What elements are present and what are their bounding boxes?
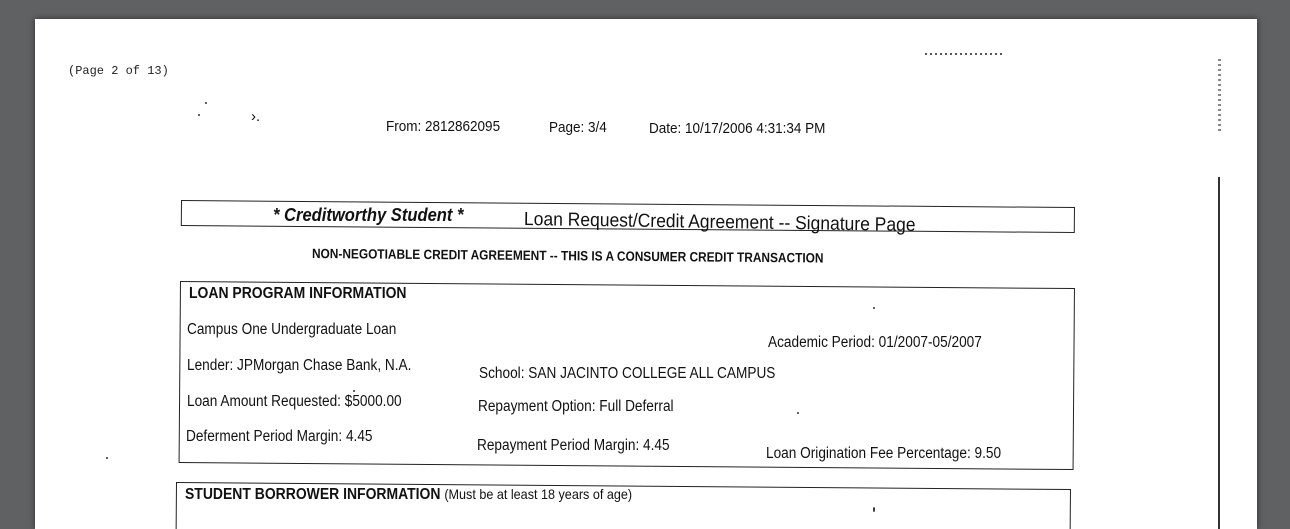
form-title-italic: * Creditworthy Student *	[273, 205, 464, 225]
scan-speck	[797, 412, 799, 414]
scan-speck	[198, 114, 200, 116]
school: School: SAN JACINTO COLLEGE ALL CAMPUS	[479, 365, 776, 382]
origination-fee: Loan Origination Fee Percentage: 9.50	[766, 445, 1002, 462]
form-title: Loan Request/Credit Agreement -- Signature Page	[523, 209, 916, 236]
scan-speck	[205, 102, 207, 104]
repayment-margin: Repayment Period Margin: 4.45	[477, 437, 670, 454]
fax-page: Page: 3/4	[549, 119, 607, 136]
loan-program-title: LOAN PROGRAM INFORMATION	[189, 285, 407, 302]
fax-from: From: 2812862095	[386, 118, 501, 135]
scan-speck	[353, 390, 355, 392]
age-note: (Must be at least 18 years of age)	[444, 486, 633, 502]
scan-speck	[106, 457, 108, 459]
deferment-margin: Deferment Period Margin: 4.45	[186, 428, 373, 445]
scan-noise	[1218, 59, 1221, 131]
fax-date: Date: 10/17/2006 4:31:34 PM	[649, 120, 826, 137]
form-subtitle: NON-NEGOTIABLE CREDIT AGREEMENT -- THIS IS A CONSUMER CREDIT TRANSACTION	[311, 246, 824, 266]
scan-mark: ›.	[251, 108, 261, 125]
student-borrower-title: STUDENT BORROWER INFORMATION	[185, 486, 441, 503]
lender: Lender: JPMorgan Chase Bank, N.A.	[187, 357, 412, 374]
academic-period: Academic Period: 01/2007-05/2007	[768, 334, 982, 351]
loan-amount: Loan Amount Requested: $5000.00	[187, 393, 402, 410]
repayment-option: Repayment Option: Full Deferral	[478, 398, 674, 415]
scan-speck	[873, 507, 875, 512]
student-borrower-section	[185, 486, 632, 504]
program-name: Campus One Undergraduate Loan	[187, 321, 397, 338]
page-counter: (Page 2 of 13)	[68, 64, 169, 78]
scan-speck	[873, 307, 875, 309]
scan-edge-line	[1218, 177, 1220, 529]
scan-noise	[925, 53, 1005, 55]
document-page	[35, 19, 1257, 529]
